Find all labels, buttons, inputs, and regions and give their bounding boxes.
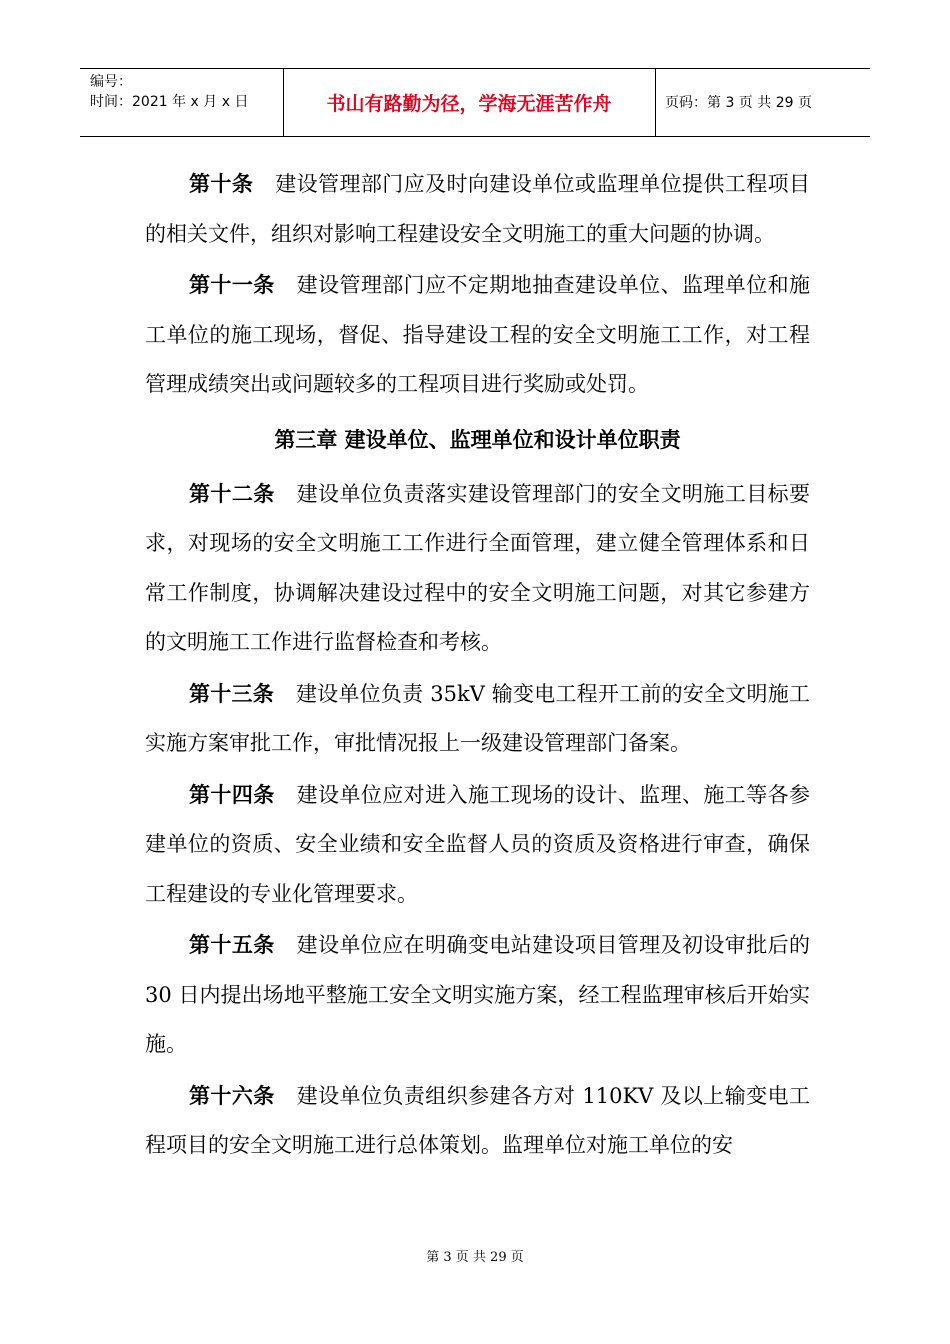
page-footer: 第 3 页 共 29 页 xyxy=(426,1250,524,1265)
article-10 xyxy=(145,160,810,259)
article-text: 建设管理部门应及时向建设单位或监理单位提供工程项目的相关文件，组织对影响工程建设安全文明施工的重大问题的协调。 xyxy=(145,172,811,246)
article-text: 建设单位负责 35kV 输变电工程开工前的安全文明施工实施方案审批工作，审批情况报上一级建设管理部门备案。 xyxy=(145,681,811,755)
header-meta xyxy=(90,72,248,112)
article-11 xyxy=(145,261,810,410)
article-12 xyxy=(145,470,810,668)
header-page-info: 页码：第 3 页 共 29 页 xyxy=(665,95,812,111)
article-label: 第十五条 xyxy=(189,933,275,957)
article-label: 第十一条 xyxy=(189,273,275,297)
chapter-heading: 第三章 建设单位、监理单位和设计单位职责 xyxy=(274,427,681,452)
document-body xyxy=(145,160,810,1173)
article-15 xyxy=(145,921,810,1070)
number-label: 编号： xyxy=(90,74,132,90)
article-14 xyxy=(145,771,810,920)
article-text: 建设单位应在明确变电站建设项目管理及初设审批后的 30 日内提出场地平整施工安全文明实施方案，经工程监理审核后开始实施。 xyxy=(145,933,811,1056)
header-bottom-rule xyxy=(80,136,870,137)
header-divider-right xyxy=(655,68,656,136)
article-text: 建设管理部门应不定期地抽查建设单位、监理单位和施工单位的施工现场，督促、指导建设工程的安全文明施工工作，对工程管理成绩突出或问题较多的工程项目进行奖励或处罚。 xyxy=(145,273,811,396)
article-text: 建设单位负责落实建设管理部门的安全文明施工目标要求，对现场的安全文明施工工作进行全面管理，建立健全管理体系和日常工作制度，协调解决建设过程中的安全文明施工问题，对其它参建方的文明施工工作进行监督检查和考核。 xyxy=(145,481,811,654)
article-label: 第十条 xyxy=(189,172,254,196)
article-label: 第十四条 xyxy=(189,782,275,807)
time-label: 时间：2021 年 x 月 x 日 xyxy=(90,94,249,110)
article-label: 第十六条 xyxy=(189,1083,275,1108)
article-label: 第十三条 xyxy=(189,681,274,706)
article-label: 第十二条 xyxy=(189,481,275,506)
article-text: 建设单位应对进入施工现场的设计、监理、施工等各参建单位的资质、安全业绩和安全监督人员的资质及资格进行审查，确保工程建设的专业化管理要求。 xyxy=(145,782,811,906)
article-16 xyxy=(145,1072,810,1171)
header-motto: 书山有路勤为径，学海无涯苦作舟 xyxy=(326,92,612,115)
article-13 xyxy=(145,670,810,769)
article-text: 建设单位负责组织参建各方对 110KV 及以上输变电工程项目的安全文明施工进行总体策划。监理单位对施工单位的安 xyxy=(145,1083,810,1157)
